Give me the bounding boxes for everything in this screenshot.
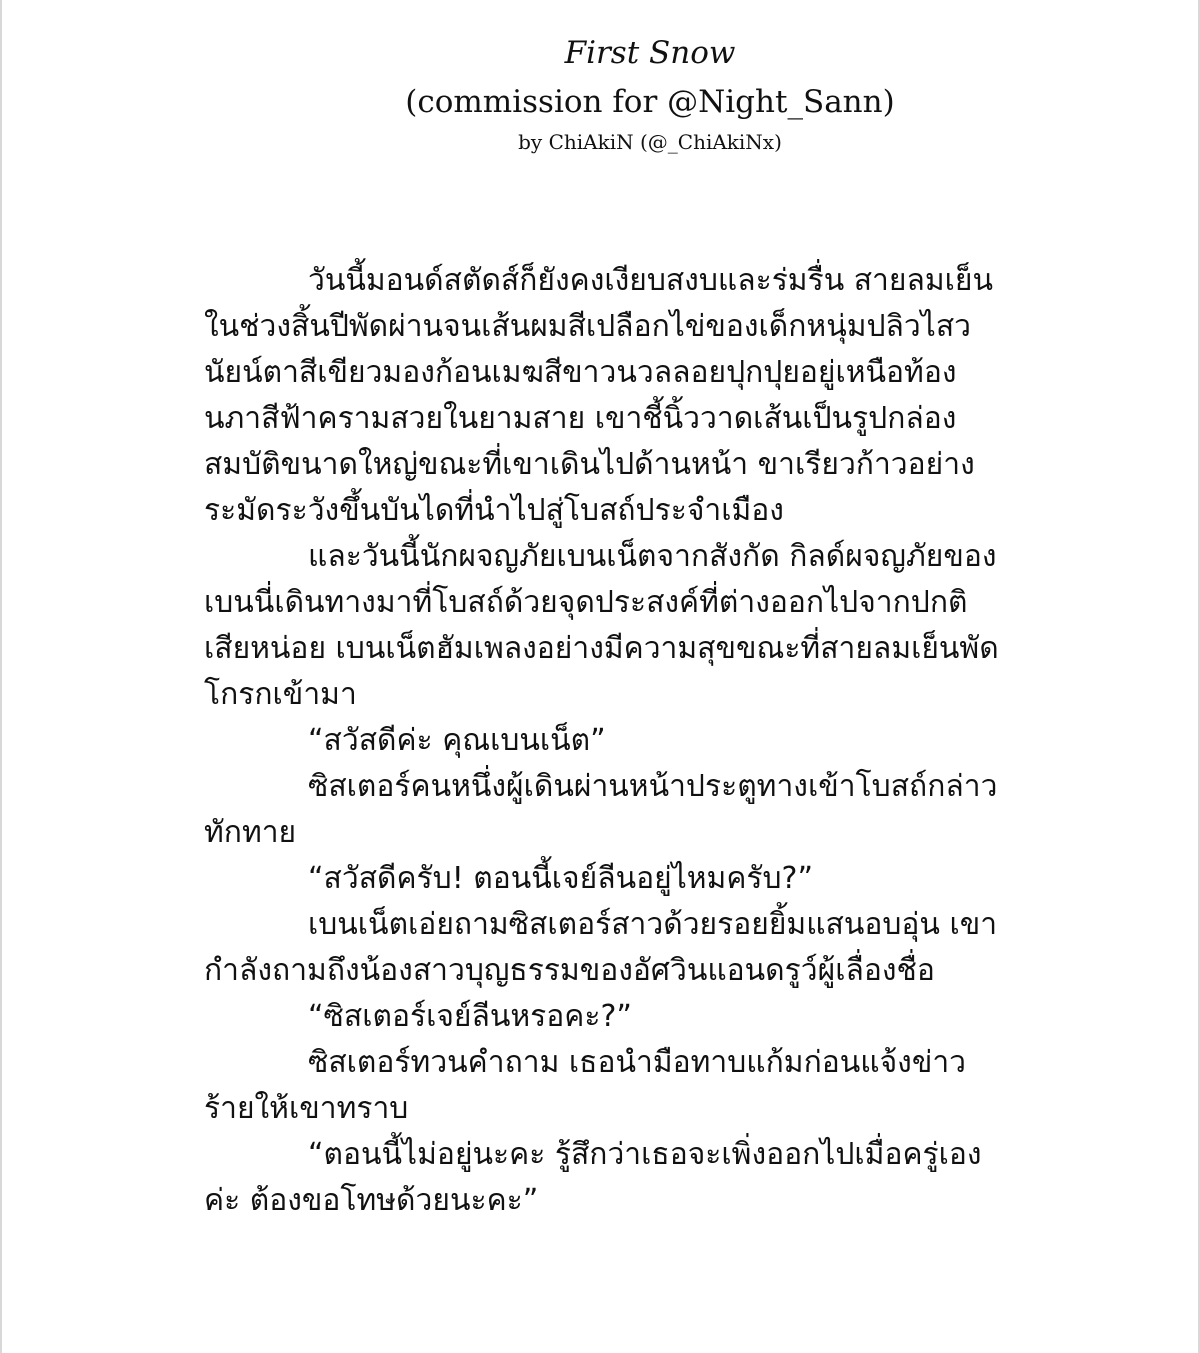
story-paragraph: ซิสเตอร์คนหนึ่งผู้เดินผ่านหน้าประตูทางเข้าโบสถ์กล่าวทักทาย bbox=[204, 769, 998, 850]
story-paragraph: ซิสเตอร์ทวนคำถาม เธอนำมือทาบแก้มก่อนแจ้งข่าวร้ายให้เขาทราบ bbox=[204, 1045, 967, 1126]
dialogue-line: “สวัสดีค่ะ คุณเบนเน็ต” bbox=[308, 723, 606, 758]
story-paragraph: เบนเน็ตเอ่ยถามซิสเตอร์สาวด้วยรอยยิ้มแสนอบอุ่น เขากำลังถามถึงน้องสาวบุญธรรมของอัศวินแอนดรูว์ผู้เลื่องชื่อ bbox=[204, 907, 998, 988]
document-subtitle: (commission for @Night_Sann) bbox=[405, 84, 895, 120]
author-byline: by ChiAkiN (@_ChiAkiNx) bbox=[518, 130, 782, 154]
document-title: First Snow bbox=[564, 35, 736, 71]
dialogue-line: “ซิสเตอร์เจย์ลีนหรอคะ?” bbox=[308, 999, 632, 1034]
dialogue-line: “สวัสดีครับ! ตอนนี้เจย์ลีนอยู่ไหมครับ?” bbox=[308, 861, 814, 896]
dialogue-line: “ตอนนี้ไม่อยู่นะคะ รู้สึกว่าเธอจะเพิ่งออกไปเมื่อครู่เองค่ะ ต้องขอโทษด้วยนะคะ” bbox=[204, 1137, 982, 1218]
document-header bbox=[300, 28, 1000, 158]
story-body bbox=[204, 258, 1004, 1224]
page-edge-left bbox=[0, 0, 2, 1353]
story-paragraph: วันนี้มอนด์สตัดส์ก็ยังคงเงียบสงบและร่มรื่น สายลมเย็นในช่วงสิ้นปีพัดผ่านจนเส้นผมสีเปลือกไข่ของเด็กหนุ่มปลิวไสว นัยน์ตาสีเขียวมองก้อนเมฆสีขาวนวลลอยปุกปุยอยู่เหนือท้องนภาสีฟ้าครามสวยในยามสาย เขาชี้นิ้ววาดเส้นเป็นรูปกล่องสมบัติขนาดใหญ่ขณะที่เขาเดินไปด้านหน้า ขาเรียวก้าวอย่างระมัดระวังขึ้นบันไดที่นำไปสู่โบสถ์ประจำเมือง bbox=[204, 263, 993, 528]
story-paragraph: และวันนี้นักผจญภัยเบนเน็ตจากสังกัด กิลด์ผจญภัยของเบนนี่เดินทางมาที่โบสถ์ด้วยจุดประสงค์ที่ต่างออกไปจากปกติเสียหน่อย เบนเน็ตฮัมเพลงอย่างมีความสุขขณะที่สายลมเย็นพัดโกรกเข้ามา bbox=[204, 539, 999, 712]
